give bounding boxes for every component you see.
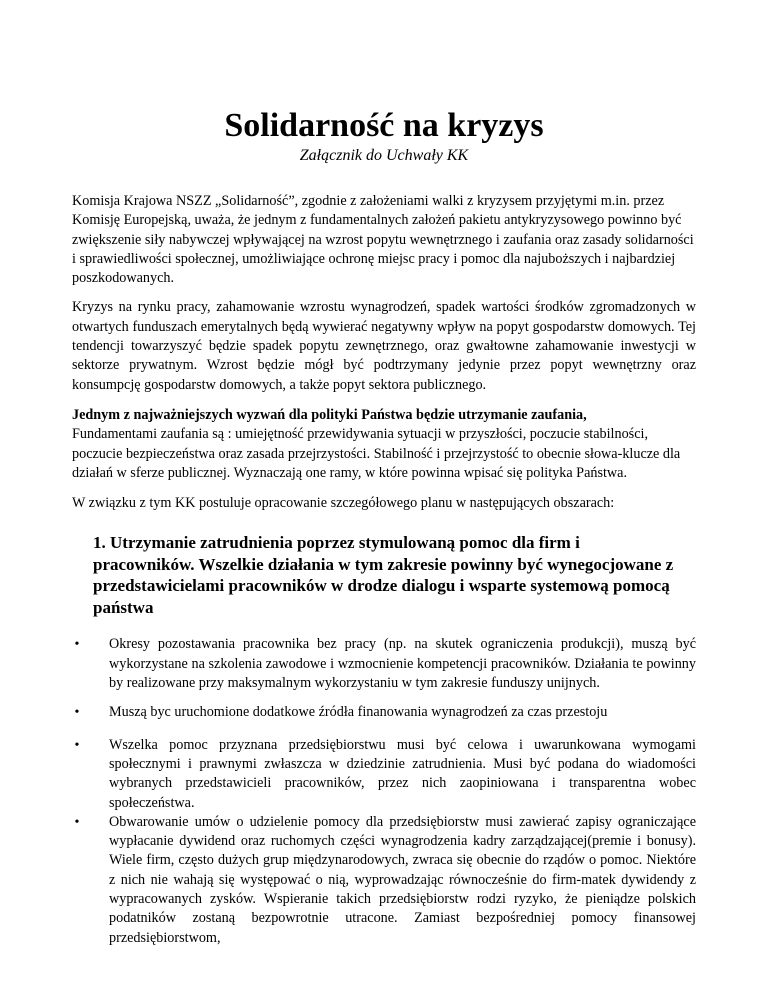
bullet-icon: •	[74, 705, 80, 721]
bullet-icon: •	[74, 814, 80, 830]
bullet-icon: •	[74, 637, 80, 653]
section-1-heading: 1. Utrzymanie zatrudnienia poprzez stymulowaną pomoc dla firm i pracowników. Wszelkie działania w tym zakresie powinny być wynegocjowane z przedstawicielami pracowników w drodze dialogu i wsparte systemową pomocą państwa	[93, 533, 674, 617]
list-item	[74, 703, 696, 722]
document-title: Solidarność na kryzys	[224, 107, 544, 144]
intro-paragraph: Komisja Krajowa NSZZ „Solidarność”, zgodnie z założeniami walki z kryzysem przyjętymi m.in. przez Komisję Europejską, uważa, że jednym z fundamentalnych założeń pakietu antykryzysowego powinno być zwiększenie siły nabywczej wpływającej na wzrost popytu wewnętrznego i zaufania oraz zasady solidarności i sprawiedliwości społecznej, umożliwiające ochronę miejsc pracy i pomoc dla najuboższych i najbardziej poszkodowanych.	[72, 193, 694, 287]
trust-paragraph-lead: Jednym z najważniejszych wyzwań dla polityki Państwa będzie utrzymanie zaufania,	[72, 406, 587, 423]
postulate-paragraph: W związku z tym KK postuluje opracowanie szczegółowego planu w następujących obszarach:	[72, 495, 615, 512]
list-item-text: Okresy pozostawania pracownika bez pracy (np. na skutek ograniczenia produkcji), muszą być wykorzystane na szkolenia zawodowe i wzmocnienie kompetencji pracowników. Działania te powinny by realizowane przy maksymalnym wykorzystaniu w tym zakresie funduszy unijnych.	[109, 636, 696, 692]
trust-paragraph-body: Fundamentami zaufania są : umiejętność przewidywania sytuacji w przyszłości, poczucie stabilności, poczucie bezpieczeństwa oraz zasada przejrzystości. Stabilność i przejrzystość to obecnie słowa-klucze dla działań w sferze publicznej. Wyznaczają one ramy, w które powinna wpisać się polityka Państwa.	[72, 426, 681, 481]
crisis-paragraph: Kryzys na rynku pracy, zahamowanie wzrostu wynagrodzeń, spadek wartości środków zgromadzonych w otwartych funduszach emerytalnych będą wywierać negatywny wpływ na popyt gospodarstw domowych. Tej tendencji towarzyszyć będzie spadek popytu zewnętrznego, oraz gwałtowne zahamowanie inwestycji w sektorze prywatnym. Wzrost będzie mógł być podtrzymany jedynie przez popyt wewnętrzny oraz konsumpcję gospodarstw domowych, a także popyt sektora publicznego.	[72, 299, 696, 393]
list-item	[74, 736, 696, 813]
document-subtitle: Załącznik do Uchwały KK	[299, 147, 469, 164]
trust-paragraph	[72, 406, 696, 483]
section-1-bullet-list	[72, 635, 696, 947]
list-item-text: Muszą byc uruchomione dodatkowe źródła finanowania wynagrodzeń za czas przestoju	[109, 704, 608, 721]
list-item	[74, 635, 696, 693]
list-item-text: Wszelka pomoc przyznana przedsiębiorstwu musi być celowa i uwarunkowana wymogami społecznymi i prawnymi zwłaszcza w dziedzinie zatrudnienia. Musi być podana do wiadomości wybranych przedstawicieli pracowników, przez nich zaopiniowana i transparentna wobec społeczeństwa.	[109, 736, 696, 811]
list-item-text: Obwarowanie umów o udzielenie pomocy dla przedsiębiorstw musi zawierać zapisy ograniczające wypłacanie dywidend oraz ruchomych części wynagrodzenia kadry zarządzającej(premie i bonusy). Wiele firm, często dużych grup międzynarodowych, zwraca się obecnie do rządów o pomoc. Niektóre z nich nie wahają się występować o nią, wyprowadzając równocześnie do firm-matek dywidendy z wypracowanych zysków. Wspieranie takich przedsiębiorstw rodzi ryzyko, że pieniądze polskich podatników zostaną bezpowrotnie utracone. Zamiast bezpośredniej pomocy finansowej przedsiębiorstwom,	[109, 813, 696, 946]
bullet-icon: •	[74, 737, 80, 753]
list-item	[74, 813, 696, 948]
